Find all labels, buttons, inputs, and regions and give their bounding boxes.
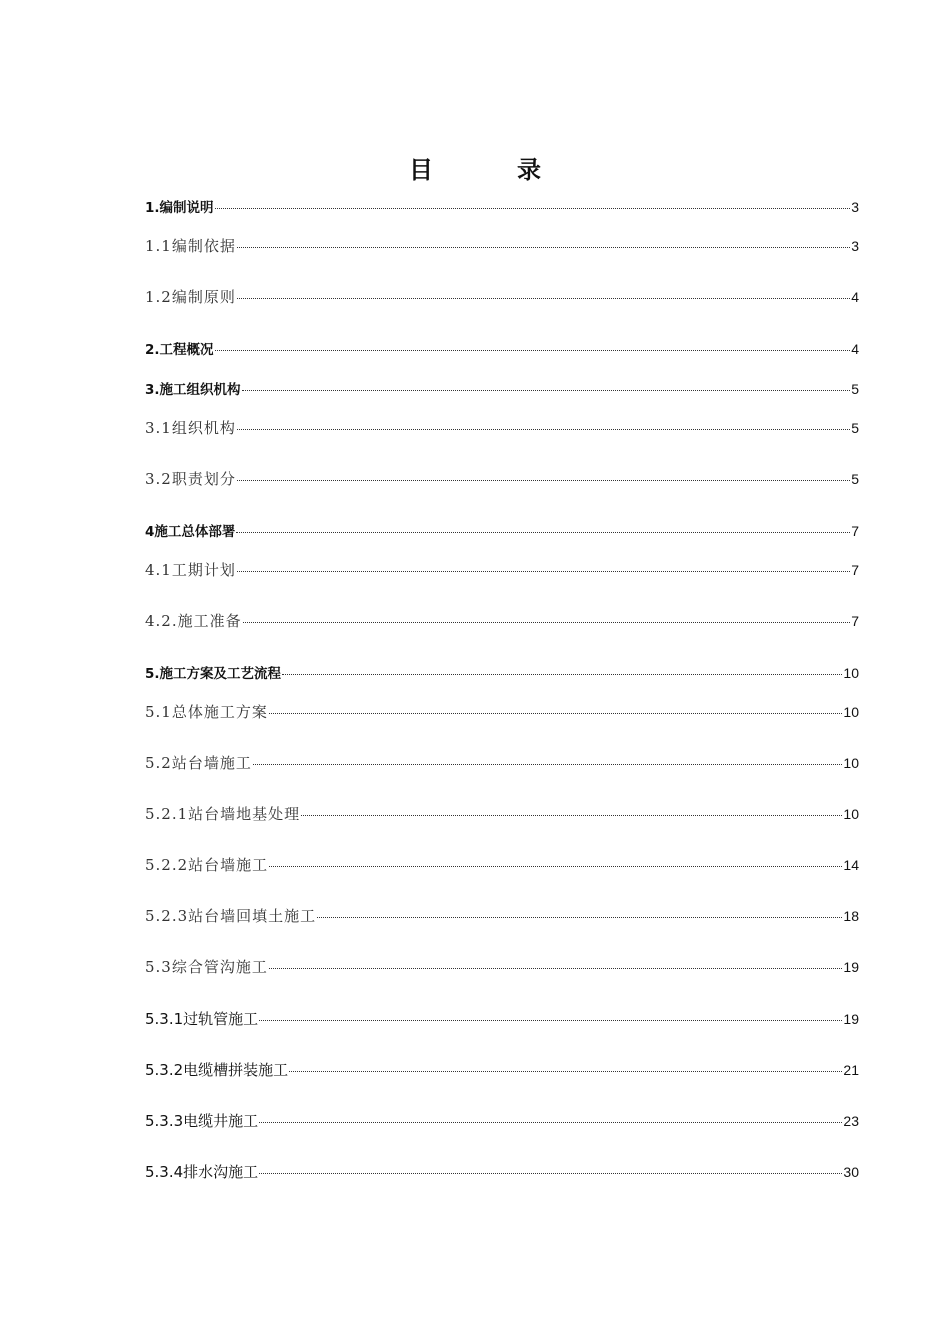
toc-entry-label: 5.2站台墙施工	[145, 754, 252, 772]
toc-entry[interactable]	[145, 468, 859, 489]
toc-entry-label: 5.3.2电缆槽拼装施工	[145, 1061, 289, 1079]
dot-leader	[259, 1122, 842, 1123]
toc-title: 目 录	[409, 155, 571, 184]
dot-leader	[301, 815, 842, 816]
toc-entry[interactable]	[145, 701, 859, 722]
toc-entry-label: 4.2.施工准备	[145, 612, 242, 630]
toc-entry-label: 5.2.1站台墙地基处理	[145, 805, 301, 823]
dot-leader	[237, 480, 850, 481]
toc-entry-label: 5.3.1过轨管施工	[145, 1010, 259, 1028]
toc-entry[interactable]	[145, 286, 859, 307]
dot-leader	[269, 866, 842, 867]
toc-entry-page: 3	[851, 199, 859, 215]
toc-entry-page: 3	[851, 238, 859, 254]
toc-entry[interactable]	[145, 956, 859, 977]
toc-entry-page: 30	[843, 1164, 859, 1180]
dot-leader	[317, 917, 842, 918]
toc-entry[interactable]	[145, 520, 859, 540]
toc-entry-label: 1.1编制依据	[145, 237, 236, 255]
toc-entry[interactable]	[145, 752, 859, 773]
dot-leader	[237, 247, 850, 248]
toc-entry[interactable]	[145, 803, 859, 824]
toc-entry-page: 4	[851, 341, 859, 357]
toc-entry-page: 10	[843, 665, 859, 681]
toc-entry[interactable]	[145, 559, 859, 580]
toc-entry[interactable]	[145, 235, 859, 256]
dot-leader	[215, 350, 851, 351]
dot-leader	[282, 674, 842, 675]
toc-entry-page: 23	[843, 1113, 859, 1129]
dot-leader	[237, 429, 850, 430]
toc-entry-label: 5.3综合管沟施工	[145, 958, 268, 976]
toc-entry[interactable]	[145, 417, 859, 438]
toc-entry-label: 2.工程概况	[145, 342, 214, 358]
toc-entry-page: 18	[843, 908, 859, 924]
dot-leader	[259, 1173, 842, 1174]
toc-entry-label: 5.2.2站台墙施工	[145, 856, 269, 874]
toc-entry-label: 4.1工期计划	[145, 561, 236, 579]
dot-leader	[242, 390, 851, 391]
toc-entry-page: 21	[843, 1062, 859, 1078]
toc-entry[interactable]	[145, 905, 859, 926]
toc-entry-page: 4	[851, 289, 859, 305]
toc-entry-page: 14	[843, 857, 859, 873]
dot-leader	[237, 298, 850, 299]
toc-entry-page: 19	[843, 959, 859, 975]
toc-entry[interactable]	[145, 1059, 859, 1080]
toc-entry-label: 4施工总体部署	[145, 524, 236, 540]
toc-entry-page: 7	[851, 613, 859, 629]
dot-leader	[269, 968, 843, 969]
dot-leader	[289, 1071, 842, 1072]
toc-entry-page: 5	[851, 381, 859, 397]
toc-entry-page: 5	[851, 471, 859, 487]
toc-entry[interactable]	[145, 378, 859, 398]
toc-entry-label: 1.编制说明	[145, 200, 214, 216]
toc-entry[interactable]	[145, 1110, 859, 1131]
toc-entry[interactable]	[145, 196, 859, 216]
dot-leader	[253, 764, 843, 765]
toc-entry-page: 10	[843, 806, 859, 822]
toc-entry[interactable]	[145, 338, 859, 358]
toc-entry[interactable]	[145, 610, 859, 631]
dot-leader	[237, 571, 850, 572]
toc-entry[interactable]	[145, 662, 859, 682]
toc-entry-page: 10	[843, 755, 859, 771]
toc-entry-label: 1.2编制原则	[145, 288, 236, 306]
toc-entry-page: 10	[843, 704, 859, 720]
toc-entry-label: 3.2职责划分	[145, 470, 236, 488]
toc-entry-label: 3.施工组织机构	[145, 382, 241, 398]
toc-entry[interactable]	[145, 854, 859, 875]
toc-entry-page: 19	[843, 1011, 859, 1027]
dot-leader	[236, 532, 850, 533]
dot-leader	[243, 622, 851, 623]
toc-entry[interactable]	[145, 1008, 859, 1029]
toc-entry-label: 5.2.3站台墙回填土施工	[145, 907, 317, 925]
toc-entry[interactable]	[145, 1161, 859, 1182]
toc-entry-page: 7	[851, 523, 859, 539]
dot-leader	[259, 1020, 842, 1021]
toc-entry-label: 5.1总体施工方案	[145, 703, 268, 721]
toc-entry-label: 5.3.4排水沟施工	[145, 1163, 259, 1181]
toc-entry-label: 3.1组织机构	[145, 419, 236, 437]
toc-entry-label: 5.施工方案及工艺流程	[145, 666, 282, 682]
toc-entry-page: 5	[851, 420, 859, 436]
dot-leader	[269, 713, 843, 714]
toc-entry-page: 7	[851, 562, 859, 578]
dot-leader	[215, 208, 851, 209]
toc-entry-label: 5.3.3电缆井施工	[145, 1112, 259, 1130]
